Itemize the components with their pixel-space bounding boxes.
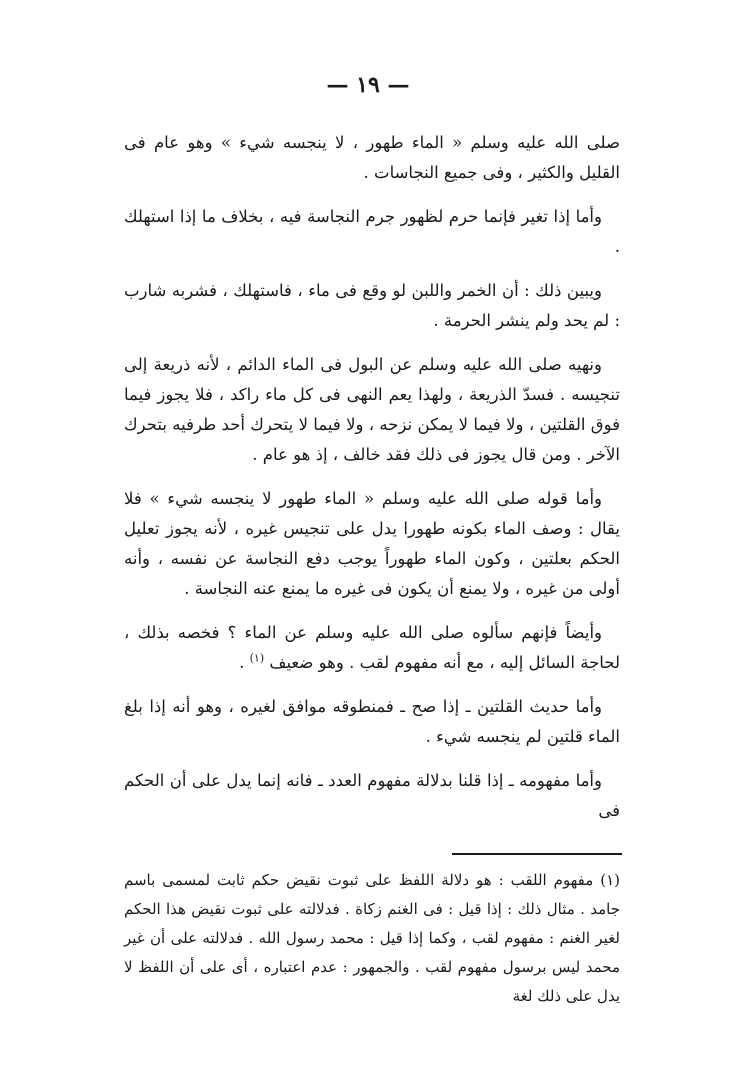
paragraph: ويبين ذلك : أن الخمر واللبن لو وقع فى ماء ، فاستهلك ، فشربه شارب : لم يحد ولم ينشر الحرمة . xyxy=(124,281,620,330)
paragraph: صلى الله عليه وسلم « الماء طهور ، لا ينجسه شيء » وهو عام فى القليل والكثير ، وفى جميع النجاسات . xyxy=(124,133,620,182)
footnote xyxy=(124,866,620,1011)
paragraph: وأما إذا تغير فإنما حرم لظهور جرم النجاسة فيه ، بخلاف ما إذا استهلك . xyxy=(124,207,620,256)
footnote-text: (١) مفهوم اللقب : هو دلالة اللفظ على ثبوت نقيض حكم ثابت لمسمى باسم جامد . مثال ذلك : إذا قيل : فى الغنم زكاة . فدلالته على ثبوت نقيض هذا الحكم لغير الغنم : مفهوم لقب ، وكما إذا قيل : محمد رسول الله . فدلالته على أن غير محمد ليس برسول مفهوم لقب . والجمهور : عدم اعتباره ، أى على أن اللفظ لا يدل على ذلك لغة xyxy=(124,871,620,1005)
paragraph: وأما مفهومه ـ إذا قلنا بدلالة مفهوم العدد ـ فانه إنما يدل على أن الحكم فى xyxy=(124,771,620,820)
paragraph-with-footnote xyxy=(124,618,620,678)
paragraph: وأما قوله صلى الله عليه وسلم « الماء طهور لا ينجسه شيء » فلا يقال : وصف الماء بكونه طهورا يدل على تنجيس غيره ، لأنه يجوز تعليل الحكم بعلتين ، وكون الماء طهوراً يوجب دفع النجاسة عن نفسه ، وأنه أولى من غيره ، ولا يمنع أن يكون فى غيره ما يمنع عنه النجاسة . xyxy=(124,489,620,598)
paragraph-end: . xyxy=(239,653,245,672)
footnote-reference: (١) xyxy=(249,651,265,665)
paragraph: ونهيه صلى الله عليه وسلم عن البول فى الماء الدائم ، لأنه ذريعة إلى تنجيسه . فسدّ الذريعة ، ولهذا يعم النهى فى كل ماء راكد ، فلا يجوز فيما فوق القلتين ، ولا فيما لا يمكن نزحه ، ولا فيما لا يتحرك أحد طرفيه بتحرك الآخر . ومن قال يجوز فى ذلك فقد خالف ، إذ هو عام . xyxy=(124,355,620,464)
footnote-divider xyxy=(452,853,622,855)
paragraph-text: وأيضاً فإنهم سألوه صلى الله عليه وسلم عن الماء ؟ فخصه بذلك ، لحاجة السائل إليه ، مع أنه مفهوم لقب . وهو ضعيف xyxy=(124,623,620,672)
paragraph: وأما حديث القلتين ـ إذا صح ـ فمنطوقه موافق لغيره ، وهو أنه إذا بلغ الماء قلتين لم ينجسه شيء . xyxy=(124,697,620,746)
page-number: — ١٩ — xyxy=(326,72,410,98)
main-text xyxy=(124,128,620,840)
